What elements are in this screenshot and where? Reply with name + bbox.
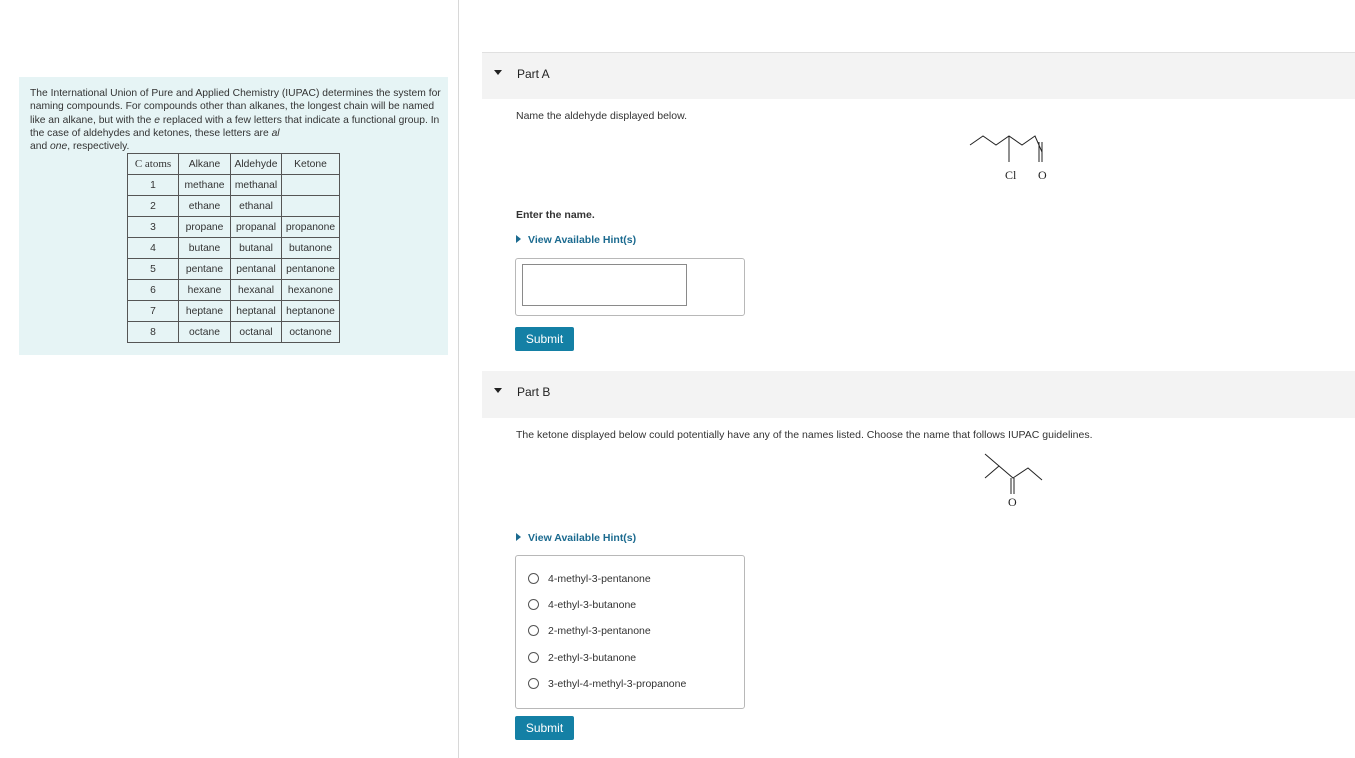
- aldehyde-structure: [962, 132, 1062, 184]
- table-cell: octanal: [231, 322, 282, 343]
- answer-box: [515, 258, 745, 316]
- table-row: [128, 217, 340, 238]
- table-cell: methane: [179, 175, 231, 196]
- table-row: [128, 196, 340, 217]
- choice-option[interactable]: [528, 598, 636, 612]
- table-cell: ethanal: [231, 196, 282, 217]
- table-row: [128, 238, 340, 259]
- radio-button[interactable]: [528, 678, 539, 689]
- table-cell: pentanal: [231, 259, 282, 280]
- enter-name-label: Enter the name.: [516, 209, 595, 221]
- part-b-hint-link[interactable]: [516, 532, 636, 544]
- naming-table-header-row: [128, 154, 340, 175]
- table-cell: methanal: [231, 175, 282, 196]
- radio-button[interactable]: [528, 625, 539, 636]
- intro-italic-one: one: [50, 141, 68, 153]
- part-a-hint-link[interactable]: [516, 234, 636, 246]
- table-cell: heptane: [179, 301, 231, 322]
- column-header-ketone: Ketone: [282, 154, 340, 175]
- choice-label: 2-ethyl-3-butanone: [548, 652, 637, 664]
- table-cell: octane: [179, 322, 231, 343]
- choice-option[interactable]: [528, 572, 651, 586]
- part-b-submit-button[interactable]: Submit: [515, 716, 574, 740]
- collapse-arrow-icon[interactable]: [494, 388, 502, 393]
- table-cell: [282, 196, 340, 217]
- table-cell: 7: [128, 301, 179, 322]
- table-cell: hexanal: [231, 280, 282, 301]
- table-row: [128, 301, 340, 322]
- part-b-header[interactable]: [482, 371, 1355, 418]
- ketone-skeleton: [999, 466, 1042, 480]
- table-cell: 5: [128, 259, 179, 280]
- aldehyde-name-input[interactable]: [522, 264, 687, 306]
- part-b-prompt: The ketone displayed below could potentially have any of the names listed. Choose the name that follows IUPAC guidelines.: [516, 429, 1093, 441]
- part-b-title: Part B: [517, 385, 551, 399]
- table-cell: pentane: [179, 259, 231, 280]
- part-a-submit-button[interactable]: Submit: [515, 327, 574, 351]
- choice-option[interactable]: [528, 624, 651, 638]
- choice-label: 2-methyl-3-pentanone: [548, 625, 651, 637]
- aldehyde-label-cl: Cl: [1005, 168, 1017, 182]
- table-row: [128, 280, 340, 301]
- choice-option[interactable]: [528, 651, 636, 665]
- table-row: [128, 259, 340, 280]
- expand-triangle-icon: [516, 235, 521, 243]
- column-header-alkane: Alkane: [179, 154, 231, 175]
- part-a-prompt: Name the aldehyde displayed below.: [516, 110, 688, 122]
- table-cell: butane: [179, 238, 231, 259]
- collapse-arrow-icon[interactable]: [494, 70, 502, 75]
- choice-label: 4-methyl-3-pentanone: [548, 573, 651, 585]
- table-cell: propanone: [282, 217, 340, 238]
- choice-option[interactable]: [528, 677, 686, 691]
- ketone-isopropyl-bonds: [985, 454, 999, 478]
- choice-label: 4-ethyl-3-butanone: [548, 599, 637, 611]
- table-cell: hexane: [179, 280, 231, 301]
- table-cell: hexanone: [282, 280, 340, 301]
- naming-table: [127, 153, 340, 343]
- table-cell: [282, 175, 340, 196]
- intro-text: The International Union of Pure and Applied Chemistry (IUPAC) determines the system for naming compounds. For compounds other than alkanes, the longest chain will be named like an alkane, but with the e replaced with a few letters that indicate a functional group. In the case of aldehydes and ketones, these letters are al and one, respectively.: [30, 88, 441, 153]
- table-row: [128, 322, 340, 343]
- table-cell: 4: [128, 238, 179, 259]
- aldehyde-skeleton: [970, 136, 1042, 152]
- table-cell: ethane: [179, 196, 231, 217]
- table-row: [128, 175, 340, 196]
- part-b-hint-label: View Available Hint(s): [528, 532, 637, 544]
- choices-box: [515, 555, 745, 709]
- column-header-c-atoms: C atoms: [128, 154, 179, 175]
- intro-text-segment: , respectively.: [67, 141, 130, 153]
- ketone-structure: [978, 450, 1048, 512]
- part-a-hint-label: View Available Hint(s): [528, 234, 637, 246]
- choice-label: 3-ethyl-4-methyl-3-propanone: [548, 678, 687, 690]
- radio-button[interactable]: [528, 652, 539, 663]
- table-cell: 8: [128, 322, 179, 343]
- part-a-header[interactable]: [482, 52, 1355, 99]
- table-cell: propanal: [231, 217, 282, 238]
- intro-italic-e: e: [154, 114, 160, 126]
- left-pane: [0, 0, 459, 758]
- table-cell: 2: [128, 196, 179, 217]
- aldehyde-label-o: O: [1038, 168, 1047, 182]
- table-cell: pentanone: [282, 259, 340, 280]
- intro-box: [19, 77, 448, 355]
- table-cell: 3: [128, 217, 179, 238]
- intro-text-segment: replaced with a few letters that indicate a functional group. In the case of aldehydes and ketones, these letters are: [30, 114, 440, 139]
- table-cell: heptanal: [231, 301, 282, 322]
- intro-italic-al: al: [271, 127, 280, 139]
- part-a-title: Part A: [517, 67, 550, 81]
- ketone-label-o: O: [1008, 495, 1017, 509]
- intro-text-segment: The International Union of Pure and Applied Chemistry (IUPAC) determines the system for naming compounds. For compounds other than alkanes, the longest chain will be named like an alkane, but with the: [30, 88, 441, 126]
- column-header-aldehyde: Aldehyde: [231, 154, 282, 175]
- table-cell: 6: [128, 280, 179, 301]
- table-cell: butanone: [282, 238, 340, 259]
- table-cell: 1: [128, 175, 179, 196]
- table-cell: octanone: [282, 322, 340, 343]
- expand-triangle-icon: [516, 533, 521, 541]
- radio-button[interactable]: [528, 599, 539, 610]
- table-cell: propane: [179, 217, 231, 238]
- radio-button[interactable]: [528, 573, 539, 584]
- table-cell: heptanone: [282, 301, 340, 322]
- table-cell: butanal: [231, 238, 282, 259]
